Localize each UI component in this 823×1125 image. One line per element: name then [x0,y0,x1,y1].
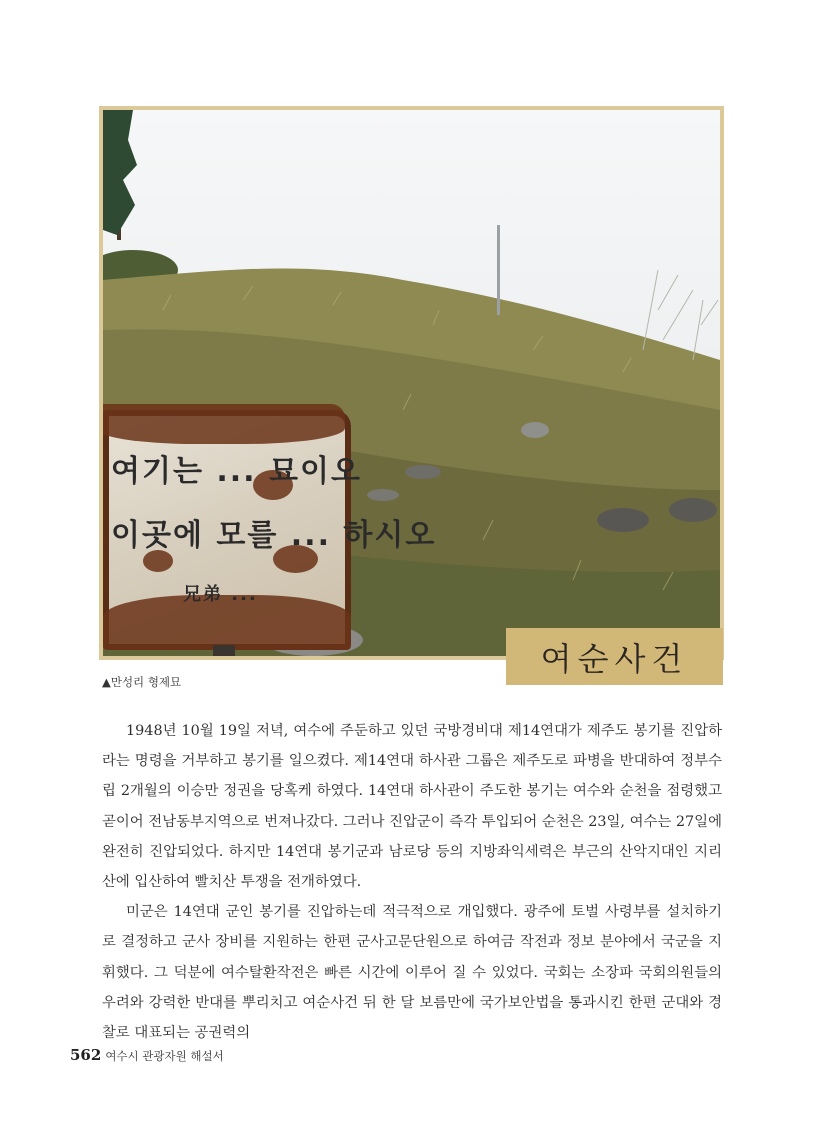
section-title-tag: 여순사건 [506,628,723,685]
page-footer [70,1046,224,1064]
sign-line-3: 兄弟 ... [183,584,258,605]
photo-rusted-sign [103,410,437,650]
sign-line-2: 이곳에 모를 ... 하시오 [111,518,437,553]
book-title: 여수시 관광자원 해설서 [105,1049,224,1063]
sign-post [213,645,235,656]
paragraph-1: 1948년 10월 19일 저녁, 여수에 주둔하고 있던 국방경비대 제14연대가 제주도 봉기를 진압하라는 명령을 거부하고 봉기를 일으켰다. 제14연대 하사관 그룹은 제주도로 파병을 반대하여 정부수립 2개월의 이승만 정권을 당혹케 하였다. 14연대 하사관이 주도한 봉기는 여수와 순천을 점령했고 곧이어 전남동부지역으로 번져나갔다. 그러나 진압군이 즉각 투입되어 순천은 23일, 여수는 27일에 완전히 진압되었다. 하지만 14연대 봉기군과 남로당 등의 지방좌익세력은 부근의 산악지대인 지리산에 입산하여 빨치산 투쟁을 전개하였다. [102,723,722,891]
article-body [102,716,722,1048]
paragraph-2: 미군은 14연대 군인 봉기를 진압하는데 적극적으로 개입했다. 광주에 토벌 사령부를 설치하기로 결정하고 군사 장비를 지원하는 한편 군사고문단원으로 하여금 작전과 정보 분야에서 국군을 지휘했다. 그 덕분에 여수탈환작전은 빠른 시간에 이루어 질 수 있었다. 국회는 소장파 국회의원들의 우려와 강력한 반대를 뿌리치고 여순사건 뒤 한 달 보름만에 국가보안법을 통과시킨 한편 군대와 경찰로 대표되는 공권력의 [102,904,722,1042]
photo-frame [99,106,724,660]
photo-manseongri-tomb [103,110,720,656]
photo-caption: ▲만성리 형제묘 [102,675,182,689]
sign-line-1: 여기는 ... 묘이오 [111,454,362,489]
photo-utility-pole [497,225,500,315]
page-number: 562 [70,1046,102,1064]
rust-patch [103,404,345,444]
